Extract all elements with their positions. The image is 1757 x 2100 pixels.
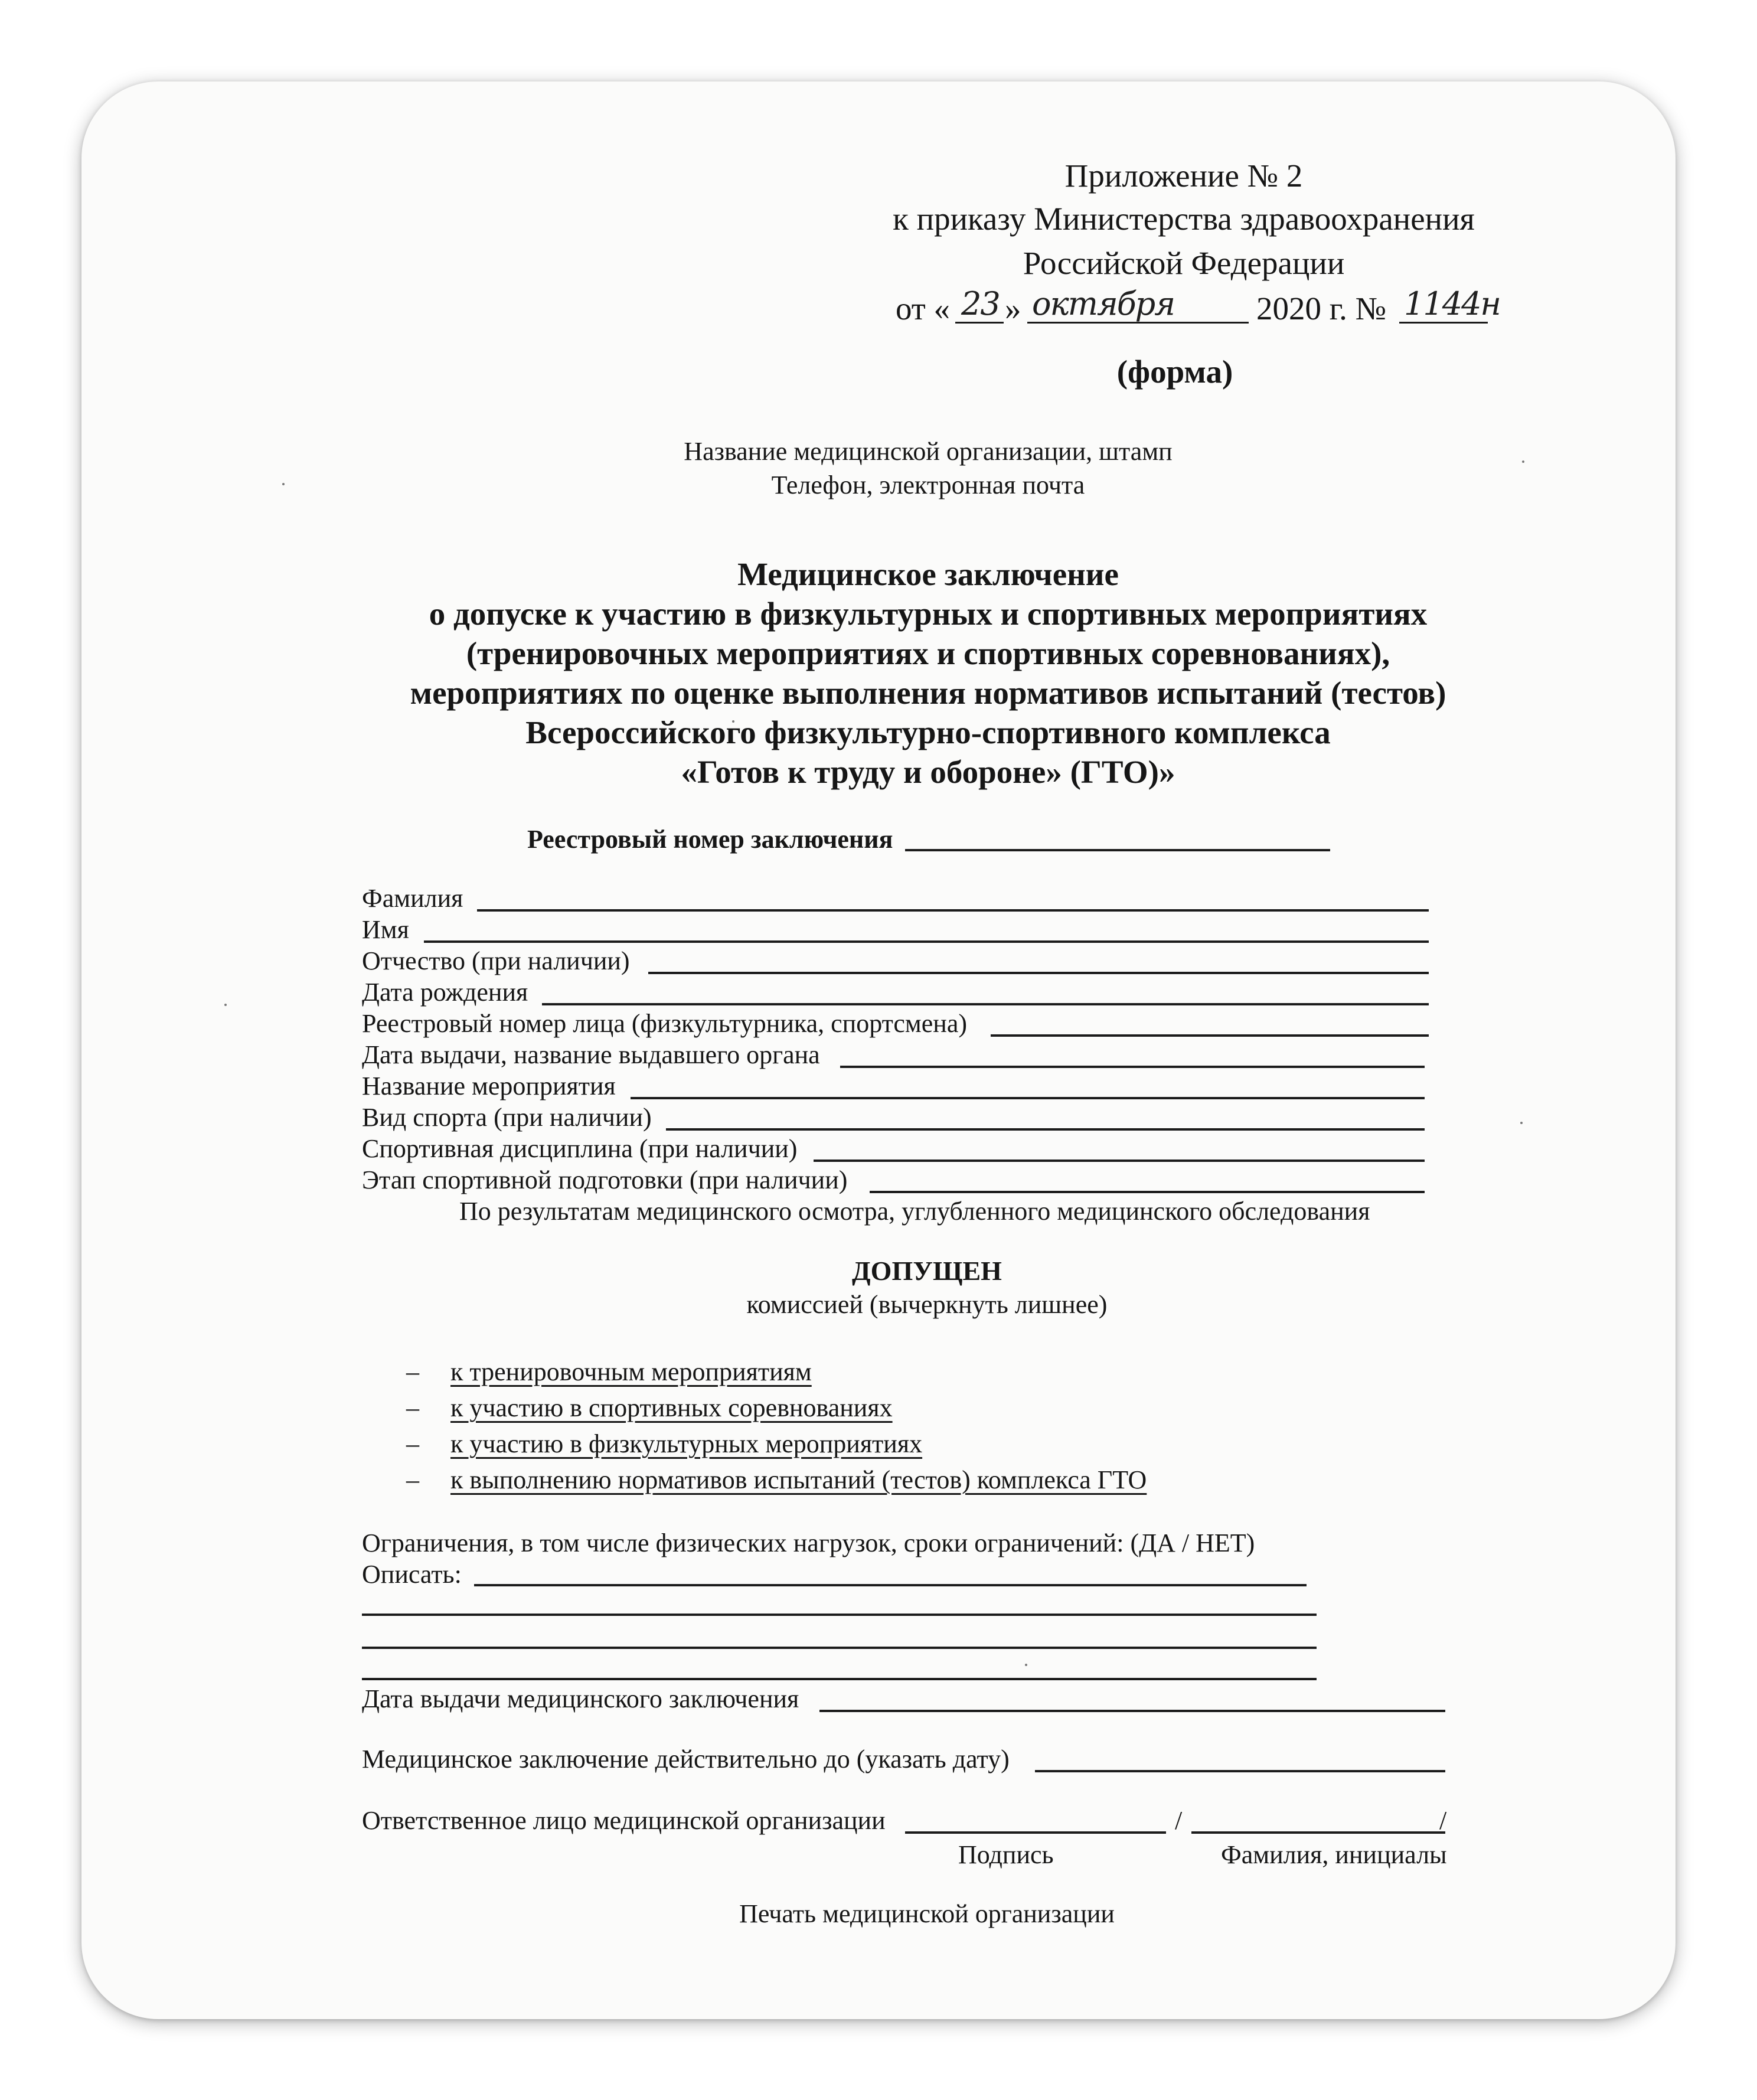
- option-text: к тренировочным мероприятиям: [450, 1357, 812, 1386]
- describe-label: Описать:: [362, 1560, 462, 1589]
- admitted-heading: ДОПУЩЕН: [852, 1256, 1002, 1286]
- order-date-prefix: от «: [896, 290, 951, 326]
- event-name-label: Название мероприятия: [362, 1072, 616, 1100]
- option-text: к выполнению нормативов испытаний (тестов) комплекса ГТО: [450, 1465, 1147, 1494]
- describe-field-line[interactable]: [362, 1678, 1317, 1680]
- first-name-label: Имя: [362, 915, 409, 944]
- issue-date-label: Дата выдачи медицинского заключения: [362, 1684, 799, 1713]
- examination-results-text: По результатам медицинского осмотра, углубленного медицинского обследования: [459, 1197, 1370, 1226]
- order-date-quote: »: [1005, 290, 1021, 326]
- dash-bullet: –: [406, 1393, 419, 1422]
- issue-date-field[interactable]: [819, 1710, 1445, 1712]
- document-title-line: Медицинское заключение: [737, 556, 1119, 592]
- surname-field[interactable]: [477, 909, 1429, 912]
- event-name-field[interactable]: [631, 1097, 1425, 1099]
- organization-name-placeholder: Название медицинской организации, штамп: [684, 437, 1173, 466]
- handwritten-month: октября: [1032, 285, 1174, 322]
- scan-speck: [1025, 1664, 1027, 1666]
- athlete-registry-number-label: Реестровый номер лица (физкультурника, спортсмена): [362, 1009, 968, 1038]
- sport-type-field[interactable]: [666, 1128, 1425, 1131]
- option-text: к участию в физкультурных мероприятиях: [450, 1429, 923, 1458]
- document-page: [81, 81, 1676, 2019]
- dash-bullet: –: [406, 1465, 419, 1494]
- month-underline: [1027, 322, 1249, 324]
- training-stage-label: Этап спортивной подготовки (при наличии): [362, 1165, 848, 1194]
- form-label: (форма): [1116, 354, 1233, 390]
- registry-number-label: Реестровый номер заключения: [527, 825, 893, 854]
- first-name-field[interactable]: [424, 940, 1429, 943]
- responsible-person-label: Ответственное лицо медицинской организации: [362, 1806, 886, 1835]
- name-field-end: /: [1439, 1806, 1447, 1835]
- document-title-line: о допуске к участию в физкультурных и спортивных мероприятиях: [429, 596, 1428, 632]
- restrictions-label: Ограничения, в том числе физических нагрузок, сроки ограничений: (ДА / НЕТ): [362, 1529, 1255, 1557]
- athlete-registry-number-field[interactable]: [991, 1034, 1429, 1037]
- appendix-number: Приложение № 2: [1064, 158, 1303, 194]
- order-reference: к приказу Министерства здравоохранения: [893, 201, 1475, 237]
- document-title-line: мероприятиях по оценке выполнения нормативов испытаний (тестов): [410, 675, 1446, 711]
- signature-caption: Подпись: [958, 1840, 1054, 1869]
- scan-speck: [282, 483, 285, 485]
- organization-contacts-placeholder: Телефон, электронная почта: [771, 471, 1085, 499]
- handwritten-order-number: 1144н: [1404, 285, 1500, 322]
- dash-bullet: –: [406, 1357, 419, 1386]
- issue-date-authority-field[interactable]: [840, 1066, 1425, 1068]
- patronymic-field[interactable]: [648, 972, 1429, 974]
- issue-date-authority-label: Дата выдачи, название выдавшего органа: [362, 1040, 820, 1069]
- signature-separator: /: [1175, 1806, 1183, 1835]
- registry-number-field[interactable]: [905, 849, 1330, 851]
- valid-until-field[interactable]: [1035, 1770, 1445, 1772]
- order-reference-country: Российской Федерации: [1023, 245, 1345, 281]
- name-initials-field[interactable]: [1191, 1831, 1445, 1834]
- name-initials-caption: Фамилия, инициалы: [1221, 1840, 1447, 1869]
- document-title-line: (тренировочных мероприятиях и спортивных соревнованиях),: [466, 635, 1390, 671]
- sport-type-label: Вид спорта (при наличии): [362, 1103, 652, 1132]
- dash-bullet: –: [406, 1429, 419, 1458]
- order-year-number: 2020 г. №: [1256, 290, 1387, 326]
- surname-label: Фамилия: [362, 884, 463, 913]
- describe-field[interactable]: [474, 1584, 1307, 1586]
- number-underline: [1399, 322, 1488, 324]
- patronymic-label: Отчество (при наличии): [362, 946, 630, 975]
- sport-discipline-label: Спортивная дисциплина (при наличии): [362, 1134, 798, 1163]
- scan-speck: [224, 1004, 227, 1006]
- birth-date-label: Дата рождения: [362, 978, 528, 1007]
- day-underline: [955, 322, 1004, 324]
- sport-discipline-field[interactable]: [814, 1160, 1425, 1162]
- describe-field-line[interactable]: [362, 1614, 1317, 1616]
- document-title-line: Всероссийского физкультурно-спортивного комплекса: [525, 714, 1331, 750]
- describe-field-line[interactable]: [362, 1647, 1317, 1649]
- document-title-line: «Готов к труду и обороне» (ГТО)»: [681, 754, 1175, 790]
- admitted-note: комиссией (вычеркнуть лишнее): [746, 1290, 1108, 1319]
- signature-field[interactable]: [905, 1831, 1166, 1834]
- scan-speck: [1520, 1122, 1523, 1124]
- training-stage-field[interactable]: [870, 1191, 1425, 1193]
- handwritten-day: 23: [961, 285, 1000, 322]
- birth-date-field[interactable]: [542, 1003, 1429, 1005]
- valid-until-label: Медицинское заключение действительно до (указать дату): [362, 1745, 1010, 1774]
- option-text: к участию в спортивных соревнованиях: [450, 1393, 893, 1422]
- seal-placeholder: Печать медицинской организации: [739, 1899, 1115, 1928]
- scan-speck: [1522, 461, 1524, 463]
